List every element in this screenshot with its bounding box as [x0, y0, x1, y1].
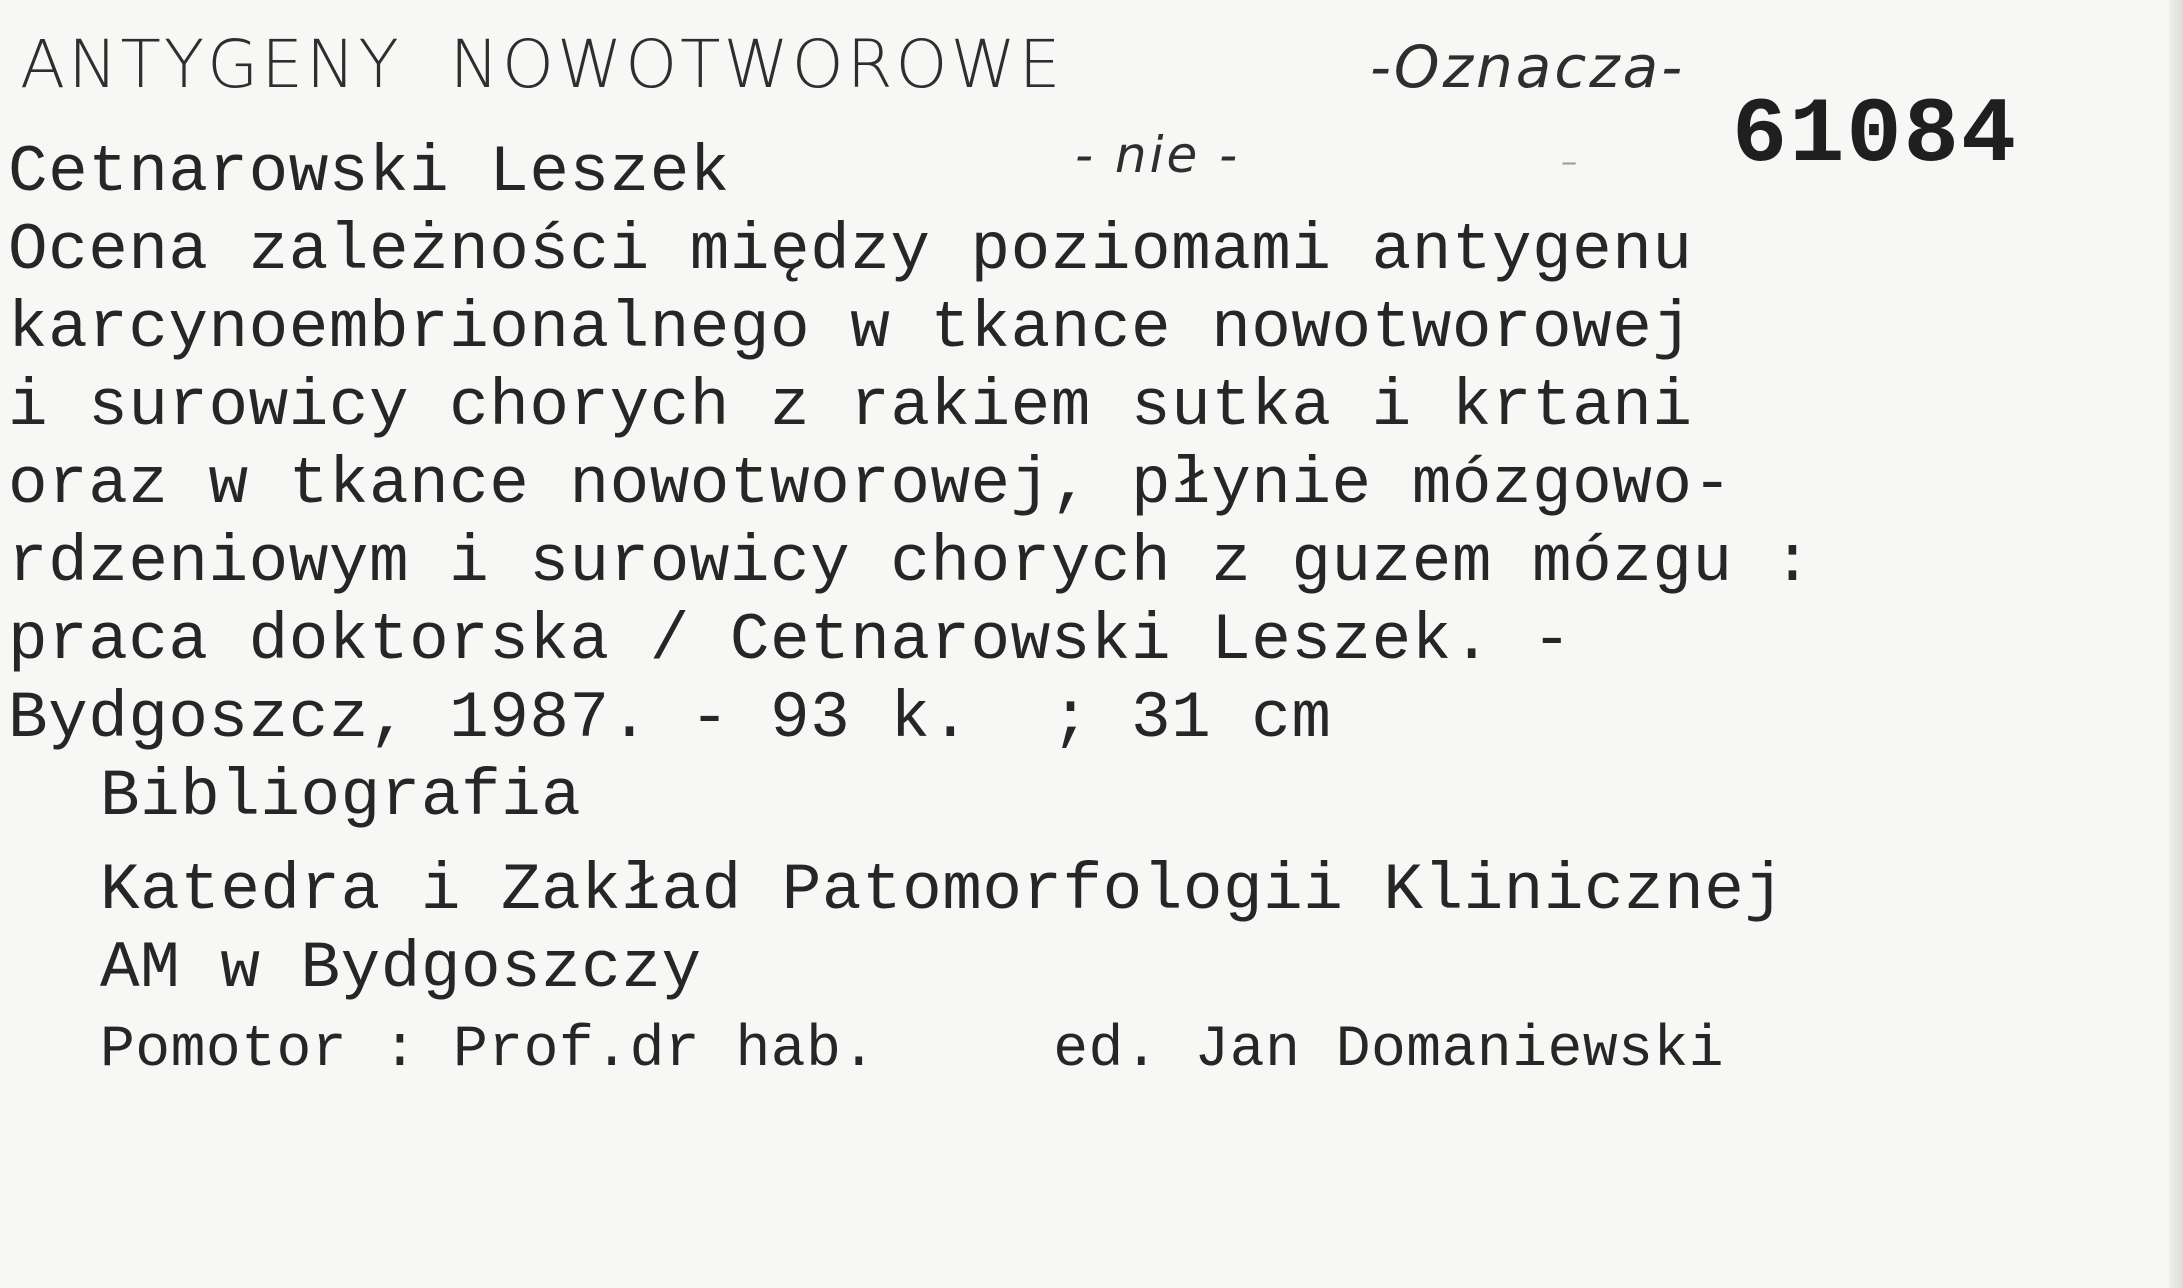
- author-name: Cetnarowski Leszek: [8, 135, 730, 210]
- subject-heading: ANTYGENY NOWOTWOROWE: [20, 26, 1064, 103]
- promotor-line: Pomotor : Prof.dr hab. ed. Jan Domaniewski: [100, 1018, 1725, 1083]
- subject-subheading: -Oznacza-: [1370, 33, 1686, 101]
- note-line: AM w Bydgoszczy: [100, 931, 702, 1006]
- note-line: Bibliografia: [100, 759, 582, 834]
- accession-number: 61084: [1732, 83, 2019, 188]
- note-line: Katedra i Zakład Patomorfologii Klinicznej: [100, 853, 1785, 928]
- title-line: oraz w tkance nowotworowej, płynie mózgowo-: [8, 447, 1733, 522]
- dash-trail: -: [1560, 131, 1582, 189]
- title-line: praca doktorska / Cetnarowski Leszek. -: [8, 603, 1573, 678]
- title-line: Ocena zależności między poziomami antygenu: [8, 213, 1693, 288]
- title-line: i surowicy chorych z rakiem sutka i krtani: [8, 369, 1693, 444]
- subject-subheading-continued: - nie -: [1075, 126, 1241, 184]
- card-edge: [2169, 0, 2183, 1288]
- title-line: rdzeniowym i surowicy chorych z guzem mózgu :: [8, 525, 1813, 600]
- title-line: Bydgoszcz, 1987. - 93 k. ; 31 cm: [8, 681, 1332, 756]
- title-line: karcynoembrionalnego w tkance nowotworowej: [8, 291, 1693, 366]
